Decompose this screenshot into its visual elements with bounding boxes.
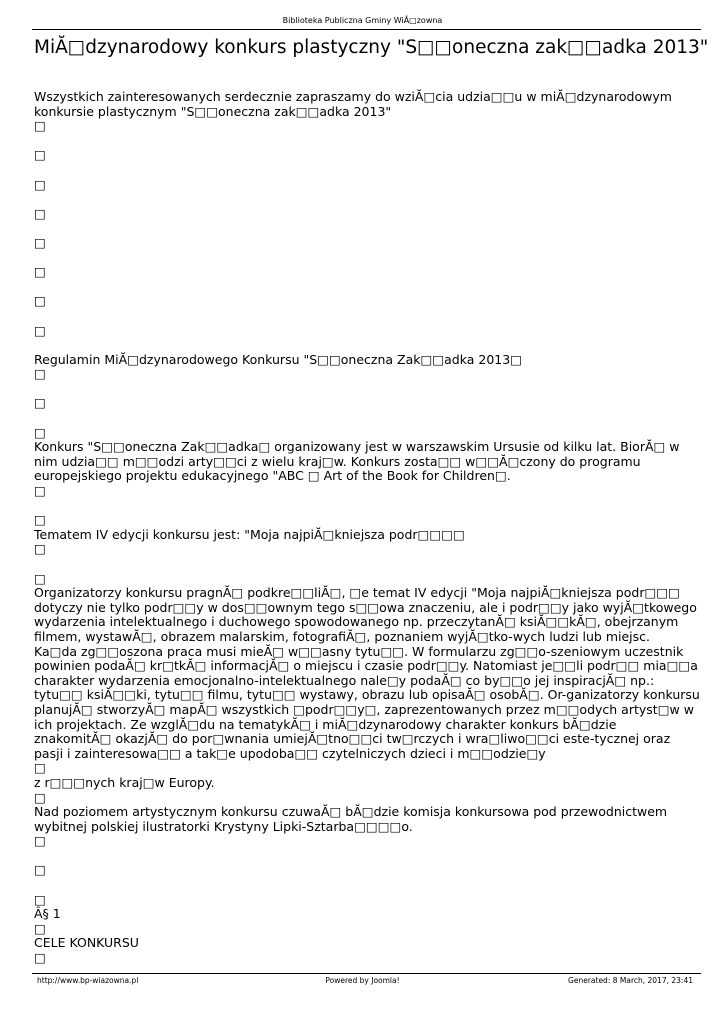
article-text-line: □ [34,234,46,250]
article-text-line: □ [34,541,46,557]
footer-powered-by: Powered by Joomla! [325,976,400,985]
article-text-line: Nad poziomem artystycznym konkursu czuwaĂ□ bĂ□dzie komisja konkursowa pod przewodnictwem [34,804,668,820]
article-text-line: □ [34,570,46,586]
article-text-line [34,134,674,149]
article-text-line: □ [34,862,46,878]
article-text-line: □ [34,760,46,776]
article-text-line: powinien podaĂ□ kr□tkĂ□ informacjĂ□ o miejscu i czasie podr□□y. Natomiast je□□li podr□□ mia□□a [34,658,698,674]
article-text-line: □ [34,920,46,936]
article-text-line [34,309,674,324]
article-text-line: □ [34,891,46,907]
article-text-line: □ [34,424,46,440]
article-text-line: Konkurs "S□□oneczna Zak□□adka□ organizowany jest w warszawskim Ursusie od kilku lat. BiorĂ□ w [34,439,680,455]
article-text-line [34,878,674,893]
article-text-line [34,192,674,207]
footer-url: http://www.bp-wiazowna.pl [37,976,139,985]
article-text-line: Organizatorzy konkursu pragnĂ□ podkre□□liĂ□, □e temat IV edycji "Moja najpiĂ□kniejsza podr□□□ [34,585,680,601]
article-text-line [34,382,674,397]
article-text-line: Tematem IV edycji konkursu jest: "Moja najpiĂ□kniejsza podr□□□□ [34,526,465,542]
article-text-line [34,557,674,572]
article-text-line: pasji i zainteresowa□□ a tak□e upodoba□□ czytelniczych dzieci i m□□odzie□y [34,745,546,761]
article-body [34,89,700,966]
article-text-line [34,849,674,864]
article-text-line: □ [34,322,46,338]
article-text-line: wydarzenia intelektualnego i duchowego spowodowanego np. przeczytanĂ□ ksiĂ□□kĂ□, obejrzanym [34,614,679,630]
article-text-line: CELE KONKURSU [34,935,139,951]
article-text-line: wybitnej polskiej ilustratorki Krystyny Lipki-Sztarba□□□□o. [34,818,413,834]
article-text-line: □ [34,483,46,499]
article-text-line: Wszystkich zainteresowanych serdecznie zapraszamy do wziĂ□cia udzia□□u w miĂ□dzynarodowym [34,89,672,104]
article-text-line: □ [34,789,46,805]
article-text-line: □ [34,205,46,221]
article-text-line: □ [34,264,46,280]
article-text-line: □ [34,147,46,163]
article-text-line: □ [34,176,46,192]
article-text-line: □ [34,395,46,411]
article-text-line: nim udzia□□ m□□odzi arty□□ci z wielu kraj□w. Konkurs zosta□□ w□□Ă□czony do programu [34,453,641,469]
article-title: MiĂ□dzynarodowy konkurs plastyczny "S□□oneczna zak□□adka 2013" [34,37,709,58]
header-divider [32,29,701,30]
article-text-line: □ [34,512,46,528]
article-text-line: europejskiego projektu edukacyjnego "ABC □ Art of the Book for Children□. [34,468,511,484]
article-text-line: dotyczy nie tylko podr□□y w dos□□ownym tego s□□owa znaczeniu, ale i podr□□y jako wyjĂ□tkowego [34,599,697,615]
article-text-line: znakomitĂ□ okazjĂ□ do por□wnania umiejĂ□tno□□ci tw□rczych i wra□liwo□□ci este-tycznej oraz [34,731,671,747]
article-text-line: konkursie plastycznym "S□□oneczna zak□□adka 2013" [34,103,392,119]
article-text-line: □ [34,950,46,966]
footer-generated-date: Generated: 8 March, 2017, 23:41 [568,976,693,985]
article-text-line [34,280,674,295]
article-text-line: Â§ 1 [34,906,61,922]
site-name-header: Biblioteka Publiczna Gminy WiĂ□zowna [282,16,443,25]
article-text-line: planujĂ□ stworzyĂ□ mapĂ□ wszystkich □podr□□y□, zaprezentowanych przez m□□odych artyst□w w [34,701,694,717]
article-text-line: □ [34,833,46,849]
article-text-line: □ [34,293,46,309]
article-text-line [34,251,674,266]
article-text-line: Ka□da zg□□oszona praca musi mieĂ□ w□□asny tytu□□. W formularzu zg□□o-szeniowym uczestnik [34,643,684,659]
article-text-line [34,411,674,426]
footer-divider [32,973,701,974]
article-text-line [34,221,674,236]
article-text-line: □ [34,118,46,134]
article-text-line: □ [34,366,46,382]
article-text-line: filmem, wystawĂ□, obrazem malarskim, fotografiĂ□, poznaniem wyjĂ□tko-wych ludzi lub miejsc. [34,628,651,644]
article-text-line: tytu□□ ksiĂ□□ki, tytu□□ filmu, tytu□□ wystawy, obrazu lub opisaĂ□ osobĂ□. Or-ganizatorzy konkursu [34,687,700,703]
article-text-line [34,338,674,353]
article-text-line: z r□□□nych kraj□w Europy. [34,774,215,790]
article-text-line: ich projektach. Ze wzglĂ□du na tematykĂ□ i miĂ□dzynarodowy charakter konkurs bĂ□dzie [34,716,617,732]
article-text-line: Regulamin MiĂ□dzynarodowego Konkursu "S□□oneczna Zak□□adka 2013□ [34,351,522,367]
article-text-line [34,499,674,514]
article-text-line: charakter wydarzenia emocjonalno-intelektualnego nale□y podaĂ□ co by□□o jej inspiracjĂ□ np.: [34,672,655,688]
article-text-line [34,163,674,178]
